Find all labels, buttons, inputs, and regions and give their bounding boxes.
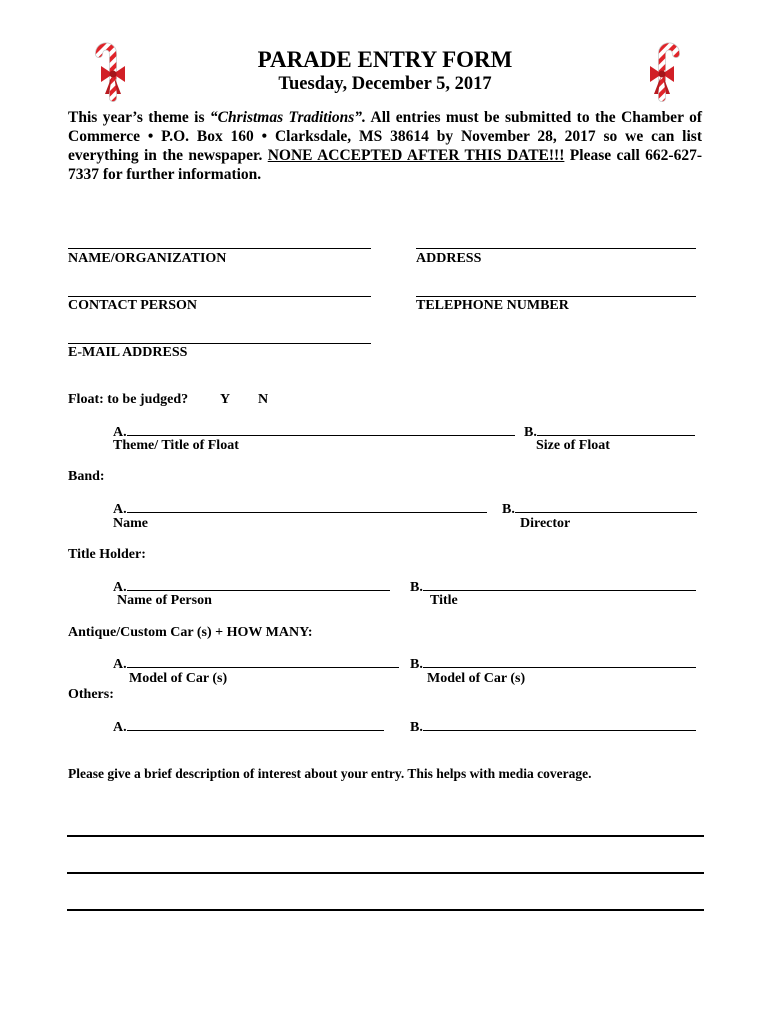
band-name-field[interactable] xyxy=(127,500,487,513)
intro-text-1: This year’s theme is xyxy=(68,109,210,126)
band-name-label: Name xyxy=(113,516,148,531)
contact-label: CONTACT PERSON xyxy=(68,298,198,313)
car-model-a-field[interactable] xyxy=(127,655,399,668)
description-line-3[interactable] xyxy=(67,909,704,911)
contact-line[interactable] xyxy=(68,296,371,297)
name-label: NAME/ORGANIZATION xyxy=(68,251,227,266)
float-size-field[interactable] xyxy=(537,423,695,436)
holder-title-field[interactable] xyxy=(423,578,696,591)
holder-title-label: Title xyxy=(430,593,458,608)
title-holder-heading: Title Holder: xyxy=(68,547,146,562)
float-b-marker: B. xyxy=(524,425,537,440)
title-holder-b-marker: B. xyxy=(410,580,423,595)
others-b-row xyxy=(410,718,696,736)
band-director-label: Director xyxy=(520,516,571,531)
email-line[interactable] xyxy=(68,343,371,344)
telephone-line[interactable] xyxy=(416,296,696,297)
form-title: PARADE ENTRY FORM xyxy=(257,47,513,72)
address-line[interactable] xyxy=(416,248,696,249)
description-prompt: Please give a brief description of interest about your entry. This helps with media coverage. xyxy=(68,766,592,781)
others-a-row xyxy=(113,718,384,736)
cars-a-marker: A. xyxy=(113,657,127,672)
form-date: Tuesday, December 5, 2017 xyxy=(278,74,492,94)
title-holder-a-marker: A. xyxy=(113,580,127,595)
others-a-marker: A. xyxy=(113,720,127,735)
theme-name: “Christmas Traditions”. xyxy=(209,109,366,126)
cars-b-marker: B. xyxy=(410,657,423,672)
car-model-a-label: Model of Car (s) xyxy=(129,671,228,686)
others-heading: Others: xyxy=(68,687,114,702)
person-name-label: Name of Person xyxy=(117,593,212,608)
float-yes-option[interactable]: Y xyxy=(220,392,231,407)
float-a-marker: A. xyxy=(113,425,127,440)
float-theme-label: Theme/ Title of Float xyxy=(113,438,239,453)
others-b-marker: B. xyxy=(410,720,423,735)
description-line-2[interactable] xyxy=(67,872,704,874)
band-b-marker: B. xyxy=(502,502,515,517)
float-no-option[interactable]: N xyxy=(258,392,269,407)
description-line-1[interactable] xyxy=(67,835,704,837)
float-question: Float: to be judged? xyxy=(68,392,189,407)
float-theme-field[interactable] xyxy=(127,423,515,436)
car-model-b-field[interactable] xyxy=(423,655,696,668)
intro-text-3: Please call 662-627-7337 for further information. xyxy=(68,147,702,183)
others-b-field[interactable] xyxy=(423,718,696,731)
others-a-field[interactable] xyxy=(127,718,384,731)
name-line[interactable] xyxy=(68,248,371,249)
float-size-label: Size of Float xyxy=(536,438,610,453)
deadline-warning: NONE ACCEPTED AFTER THIS DATE!!! xyxy=(267,147,565,164)
car-model-b-label: Model of Car (s) xyxy=(427,671,526,686)
intro-text-2: All entries must be submitted to the Chamber of Commerce • P.O. Box 160 • Clarksdale, MS 38614 by November 28, 2017 so we can list everything in the newspaper. xyxy=(68,109,702,164)
telephone-label: TELEPHONE NUMBER xyxy=(416,298,569,313)
band-heading: Band: xyxy=(68,469,105,484)
band-director-field[interactable] xyxy=(515,500,697,513)
email-label: E-MAIL ADDRESS xyxy=(68,345,188,360)
cars-heading: Antique/Custom Car (s) + HOW MANY: xyxy=(68,625,313,640)
band-a-row xyxy=(113,500,487,518)
address-label: ADDRESS xyxy=(416,251,482,266)
person-name-field[interactable] xyxy=(127,578,390,591)
band-a-marker: A. xyxy=(113,502,127,517)
intro-paragraph xyxy=(68,108,702,184)
